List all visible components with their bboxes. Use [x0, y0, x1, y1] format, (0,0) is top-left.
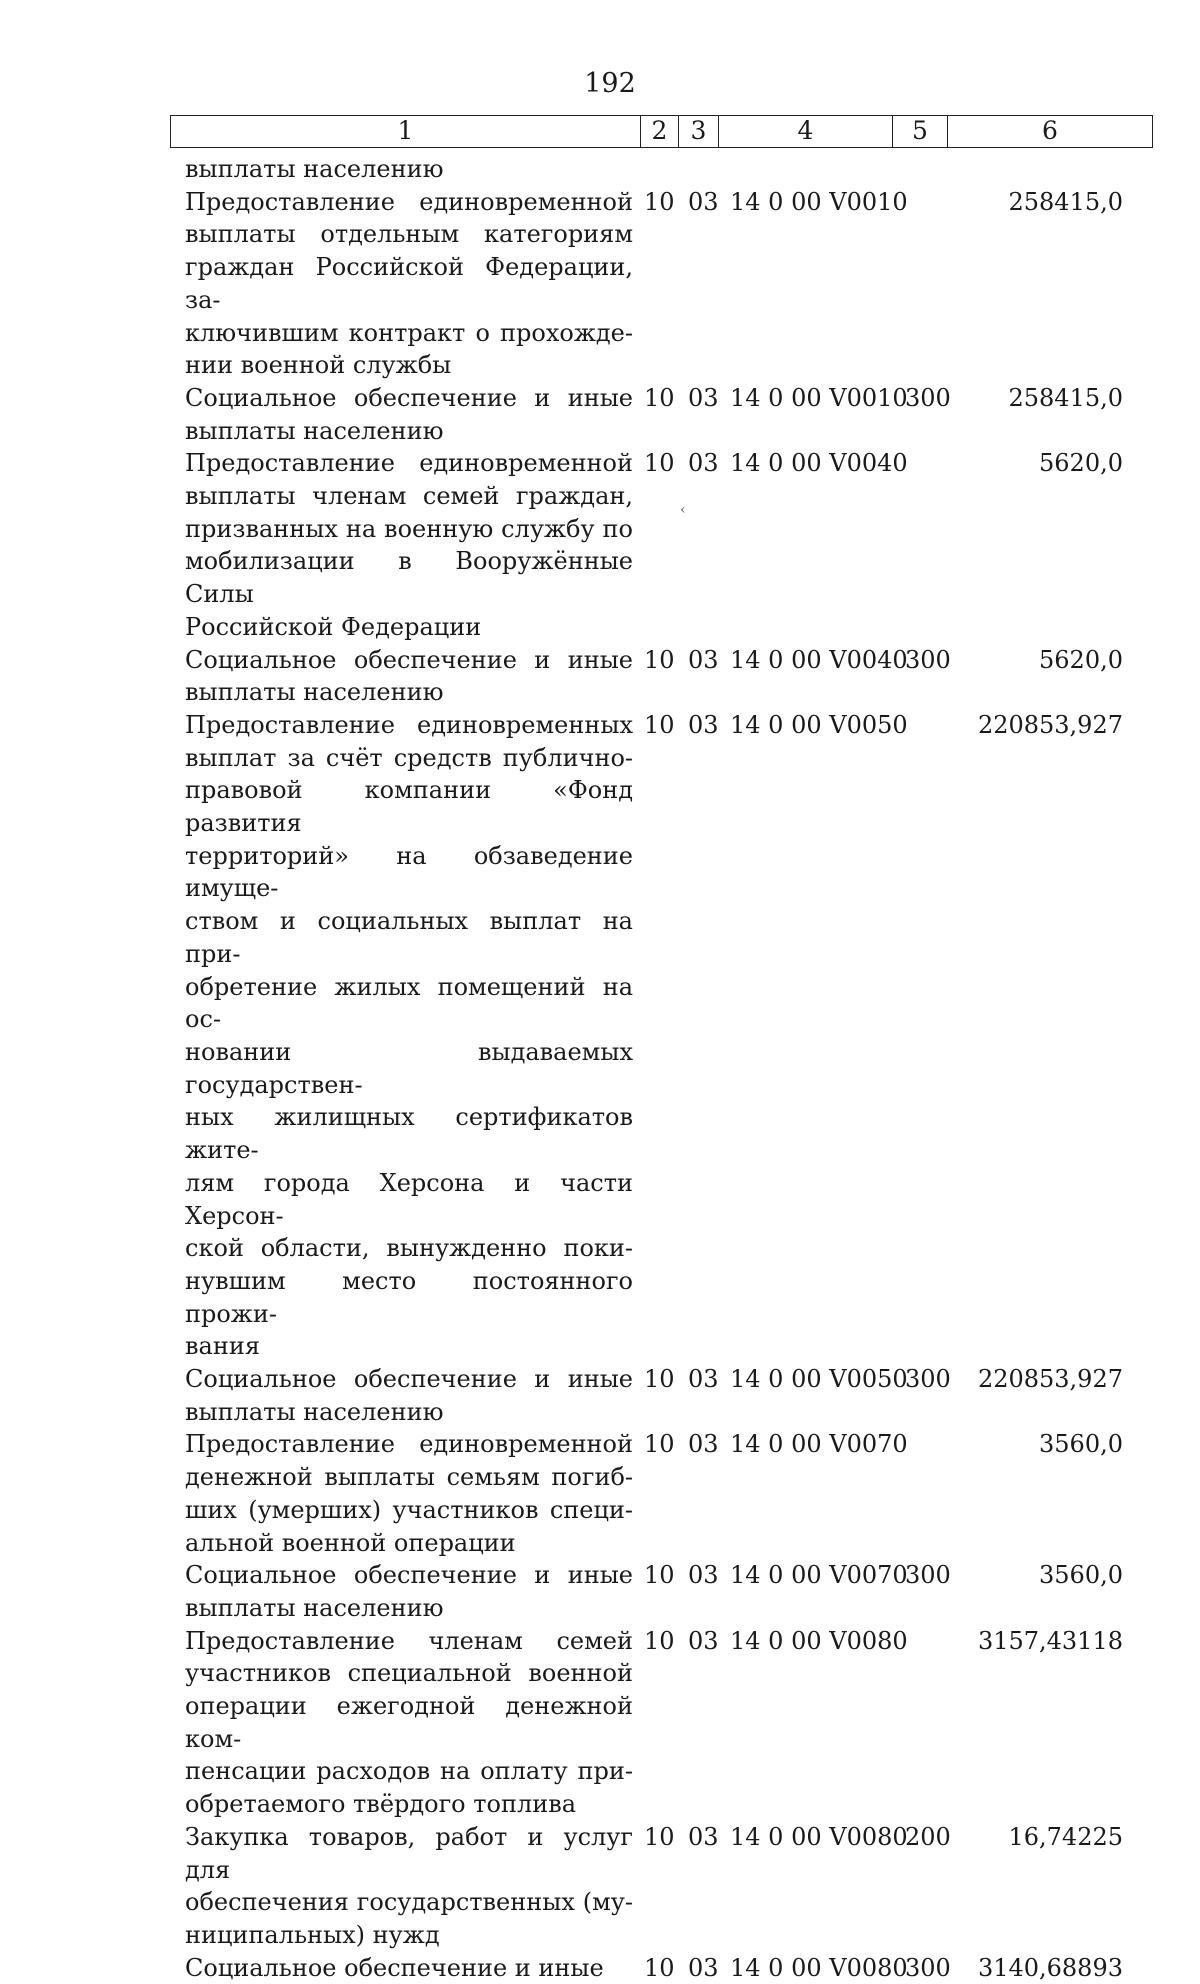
header-col-5: 5 — [893, 116, 948, 147]
target-article-code: 14 0 00 V0040 — [730, 645, 908, 674]
description-line: пенсации расходов на оплату при- — [185, 1757, 633, 1786]
description-line: альной военной операции — [185, 1528, 516, 1557]
target-article-code: 14 0 00 V0070 — [730, 1561, 908, 1590]
row-description — [185, 709, 633, 1363]
subsection-code: 03 — [688, 1953, 719, 1982]
description-line: выплат за счёт средств публично- — [185, 743, 633, 772]
description-line: лям города Херсона и части Херсон- — [185, 1168, 633, 1230]
section-code: 10 — [644, 1561, 675, 1590]
description-line: участников специальной военной — [185, 1659, 633, 1688]
section-code: 10 — [644, 187, 675, 216]
header-col-3: 3 — [679, 116, 719, 147]
description-line: нии военной службы — [185, 351, 452, 380]
subsection-code: 03 — [688, 449, 719, 478]
description-line: нувшим место постоянного прожи- — [185, 1266, 633, 1328]
description-line: выплаты населению — [185, 1593, 444, 1622]
row-description — [185, 1952, 633, 1984]
header-col-6: 6 — [1042, 116, 1058, 145]
subsection-code: 03 — [688, 1561, 719, 1590]
description-line: мобилизации в Вооружённые Силы — [185, 547, 633, 609]
table-row — [0, 1363, 1200, 1428]
description-line: выплаты населению — [185, 1397, 444, 1426]
expense-type-code: 300 — [905, 1365, 951, 1394]
scan-mark: ‹ — [680, 502, 686, 518]
subsection-code: 03 — [688, 710, 719, 739]
section-code: 10 — [644, 1430, 675, 1459]
target-article-code: 14 0 00 V0070 — [730, 1430, 908, 1459]
description-line: выплаты отдельным категориям — [185, 220, 633, 249]
expense-type-code: 300 — [905, 1561, 951, 1590]
amount-value: 3140,68893 — [977, 1953, 1123, 1982]
table-row — [0, 186, 1200, 382]
description-line: ством и социальных выплат на при- — [185, 907, 633, 968]
section-code: 10 — [644, 645, 675, 674]
table-row — [0, 447, 1200, 643]
subsection-code: 03 — [688, 383, 719, 412]
description-line: обеспечения государственных (му- — [185, 1888, 633, 1917]
description-line: призванных на военную службу по — [185, 514, 633, 543]
page-number: 192 — [584, 68, 636, 99]
description-line: обретаемого твёрдого топлива — [185, 1790, 577, 1819]
amount-value: 3560,0 — [1039, 1430, 1123, 1459]
row-description — [185, 644, 633, 709]
description-line: ключившим контракт о прохожде- — [185, 318, 633, 347]
description-line: территорий» на обзаведение имуще- — [185, 841, 633, 903]
table-row — [0, 382, 1200, 447]
target-article-code: 14 0 00 V0010 — [730, 187, 908, 216]
expense-type-code: 300 — [905, 645, 951, 674]
table-row — [0, 1625, 1200, 1821]
description-line: ниципальных) нужд — [185, 1920, 440, 1949]
table-row — [0, 1559, 1200, 1624]
amount-value: 258415,0 — [1008, 383, 1123, 412]
target-article-code: 14 0 00 V0010 — [730, 383, 908, 412]
subsection-code: 03 — [688, 1430, 719, 1459]
description-line: операции ежегодной денежной ком- — [185, 1692, 633, 1753]
description-line: обретение жилых помещений на ос- — [185, 972, 633, 1034]
subsection-code: 03 — [688, 1365, 719, 1394]
target-article-code: 14 0 00 V0040 — [730, 449, 908, 478]
table-row — [0, 153, 1200, 186]
row-description — [185, 153, 633, 186]
subsection-code: 03 — [688, 187, 719, 216]
description-line: Социальное обеспечение и иные — [185, 645, 633, 674]
row-description — [185, 186, 633, 382]
header-col-2: 2 — [641, 116, 679, 147]
amount-value: 16,74225 — [1008, 1822, 1123, 1851]
table-header — [170, 115, 1153, 148]
table-body — [0, 153, 1200, 1984]
row-description — [185, 447, 633, 643]
amount-value: 258415,0 — [1008, 187, 1123, 216]
section-code: 10 — [644, 710, 675, 739]
table-row — [0, 644, 1200, 709]
description-line: Социальное обеспечение и иные — [185, 1561, 633, 1590]
section-code: 10 — [644, 1626, 675, 1655]
table-row — [0, 1952, 1200, 1984]
target-article-code: 14 0 00 V0080 — [730, 1822, 908, 1851]
description-line: Закупка товаров, работ и услуг для — [185, 1822, 633, 1884]
amount-value: 3560,0 — [1039, 1561, 1123, 1590]
description-line: новании выдаваемых государствен- — [185, 1037, 633, 1099]
amount-value: 5620,0 — [1039, 645, 1123, 674]
description-line: Социальное обеспечение и иные — [185, 1953, 604, 1982]
row-description — [185, 1821, 633, 1952]
description-line: правовой компании «Фонд развития — [185, 776, 633, 838]
subsection-code: 03 — [688, 1822, 719, 1851]
row-description — [185, 1559, 633, 1624]
description-line: вания — [185, 1332, 260, 1361]
description-line: ской области, вынужденно поки- — [185, 1234, 633, 1263]
header-col-4: 4 — [719, 116, 893, 147]
section-code: 10 — [644, 1822, 675, 1851]
section-code: 10 — [644, 1365, 675, 1394]
table-row — [0, 1428, 1200, 1559]
description-line: Предоставление единовременной — [185, 1430, 633, 1459]
table-row — [0, 709, 1200, 1363]
description-line: Предоставление единовременных — [185, 710, 633, 739]
section-code: 10 — [644, 383, 675, 412]
expense-type-code: 200 — [905, 1822, 951, 1851]
row-description — [185, 1363, 633, 1428]
amount-value: 220853,927 — [977, 1365, 1123, 1394]
description-line: Российской Федерации — [185, 612, 482, 641]
description-line: выплаты населению — [185, 416, 444, 445]
description-line: граждан Российской Федерации, за- — [185, 253, 633, 314]
target-article-code: 14 0 00 V0080 — [730, 1626, 908, 1655]
description-line: Предоставление членам семей — [185, 1626, 633, 1655]
subsection-code: 03 — [688, 1626, 719, 1655]
section-code: 10 — [644, 1953, 675, 1982]
row-description — [185, 382, 633, 447]
description-line: выплаты населению — [185, 678, 444, 707]
target-article-code: 14 0 00 V0050 — [730, 710, 908, 739]
target-article-code: 14 0 00 V0050 — [730, 1365, 908, 1394]
description-line: Предоставление единовременной — [185, 187, 633, 216]
amount-value: 3157,43118 — [977, 1626, 1123, 1655]
description-line: выплаты населению — [185, 155, 444, 183]
description-line: денежной выплаты семьям погиб- — [185, 1463, 633, 1492]
table-row — [0, 1821, 1200, 1952]
expense-type-code: 300 — [905, 1953, 951, 1982]
row-description — [185, 1428, 633, 1559]
target-article-code: 14 0 00 V0080 — [730, 1953, 908, 1982]
amount-value: 5620,0 — [1039, 449, 1123, 478]
amount-value: 220853,927 — [977, 710, 1123, 739]
description-line: Предоставление единовременной — [185, 449, 633, 478]
section-code: 10 — [644, 449, 675, 478]
description-line: выплаты членам семей граждан, — [185, 482, 633, 511]
subsection-code: 03 — [688, 645, 719, 674]
description-line: ных жилищных сертификатов жите- — [185, 1103, 633, 1165]
description-line: ших (умерших) участников специ- — [185, 1495, 633, 1524]
expense-type-code: 300 — [905, 383, 951, 412]
header-col-1: 1 — [171, 116, 641, 147]
description-line: Социальное обеспечение и иные — [185, 383, 633, 412]
description-line: Социальное обеспечение и иные — [185, 1365, 633, 1394]
row-description — [185, 1625, 633, 1821]
